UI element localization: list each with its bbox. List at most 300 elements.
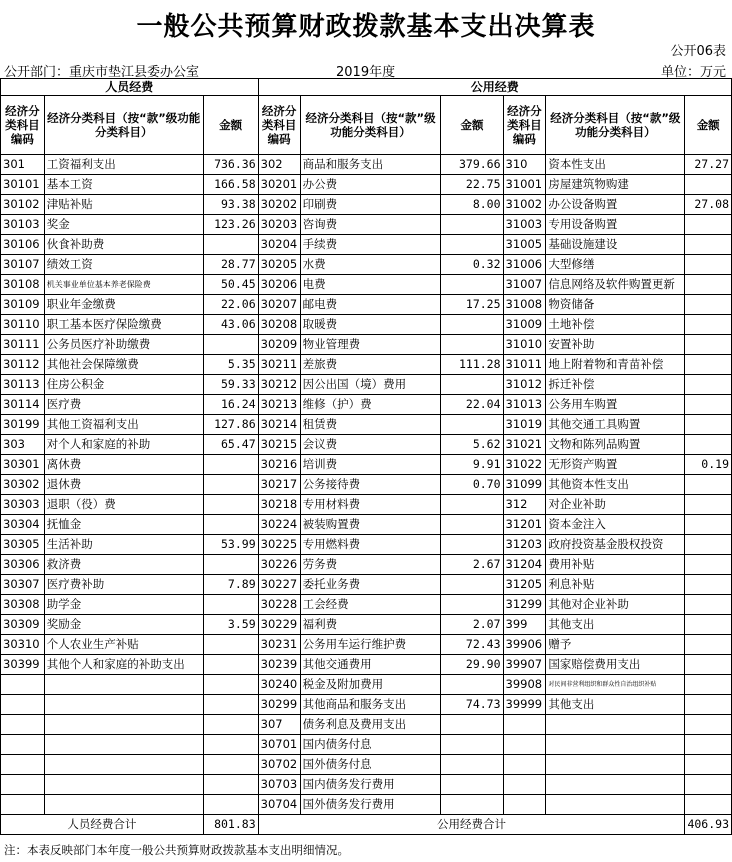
code-header: 经济分类科目编码 — [503, 96, 546, 155]
cell-item-name: 劳务费 — [300, 555, 441, 575]
cell-amount: 5.35 — [203, 355, 258, 375]
cell-code: 31001 — [503, 175, 546, 195]
cell-amount: 22.75 — [441, 175, 503, 195]
cell-item-name: 对个人和家庭的补助 — [44, 435, 203, 455]
cell-amount — [685, 555, 732, 575]
cell-amount: 28.77 — [203, 255, 258, 275]
cell-code: 30203 — [258, 215, 300, 235]
cell-item-name: 赠予 — [546, 635, 685, 655]
cell-amount — [441, 215, 503, 235]
table-row — [1, 535, 732, 555]
cell-code — [1, 675, 45, 695]
cell-item-name: 专用燃料费 — [300, 535, 441, 555]
cell-amount — [441, 575, 503, 595]
cell-code: 30209 — [258, 335, 300, 355]
cell-item-name: 租赁费 — [300, 415, 441, 435]
cell-amount — [685, 755, 732, 775]
cell-item-name: 公务用车购置 — [546, 395, 685, 415]
cell-amount — [203, 335, 258, 355]
cell-amount — [685, 175, 732, 195]
footnote: 注：本表反映部门本年度一般公共预算财政拨款基本支出明细情况。 — [4, 843, 349, 857]
table-row — [1, 175, 732, 195]
cell-item-name: 抚恤金 — [44, 515, 203, 535]
cell-item-name: 土地补偿 — [546, 315, 685, 335]
column-header-row — [1, 96, 732, 155]
cell-item-name: 对企业补助 — [546, 495, 685, 515]
cell-code: 30299 — [258, 695, 300, 715]
fiscal-year: 2019年度 — [336, 65, 396, 80]
cell-code: 31022 — [503, 455, 546, 475]
code-header: 经济分类科目编码 — [1, 96, 45, 155]
cell-amount — [441, 335, 503, 355]
cell-amount — [685, 315, 732, 335]
table-row — [1, 215, 732, 235]
cell-item-name — [44, 755, 203, 775]
cell-amount: 72.43 — [441, 635, 503, 655]
cell-amount — [685, 215, 732, 235]
cell-code — [1, 715, 45, 735]
cell-item-name: 安置补助 — [546, 335, 685, 355]
cell-code: 312 — [503, 495, 546, 515]
cell-code: 30226 — [258, 555, 300, 575]
expenditure-table — [0, 78, 732, 835]
cell-code: 30240 — [258, 675, 300, 695]
cell-item-name: 对民间非营利组织和群众性自治组织补贴 — [546, 675, 685, 695]
cell-code: 31299 — [503, 595, 546, 615]
cell-code: 30212 — [258, 375, 300, 395]
form-number: 公开06表 — [670, 44, 726, 59]
cell-item-name: 文物和陈列品购置 — [546, 435, 685, 455]
cell-amount — [203, 675, 258, 695]
cell-item-name — [44, 735, 203, 755]
cell-amount — [441, 675, 503, 695]
cell-item-name: 专用材料费 — [300, 495, 441, 515]
cell-item-name — [546, 735, 685, 755]
cell-code: 30218 — [258, 495, 300, 515]
cell-code — [1, 795, 45, 815]
cell-code: 302 — [258, 155, 300, 175]
cell-amount — [685, 735, 732, 755]
cell-code: 30217 — [258, 475, 300, 495]
cell-code: 30205 — [258, 255, 300, 275]
cell-item-name: 职业年金缴费 — [44, 295, 203, 315]
table-row — [1, 435, 732, 455]
table-row — [1, 255, 732, 275]
cell-code: 30231 — [258, 635, 300, 655]
cell-amount — [441, 315, 503, 335]
personnel-total-value: 801.83 — [203, 815, 258, 835]
cell-code: 31002 — [503, 195, 546, 215]
cell-item-name: 福利费 — [300, 615, 441, 635]
cell-amount: 166.58 — [203, 175, 258, 195]
cell-amount — [685, 695, 732, 715]
cell-code: 31011 — [503, 355, 546, 375]
cell-code: 30307 — [1, 575, 45, 595]
cell-amount — [203, 735, 258, 755]
cell-item-name: 其他支出 — [546, 615, 685, 635]
cell-amount — [685, 375, 732, 395]
cell-code: 399 — [503, 615, 546, 635]
cell-item-name: 退休费 — [44, 475, 203, 495]
cell-amount — [203, 715, 258, 735]
cell-amount: 53.99 — [203, 535, 258, 555]
cell-code: 31013 — [503, 395, 546, 415]
cell-code — [1, 775, 45, 795]
cell-code: 30301 — [1, 455, 45, 475]
cell-code: 31012 — [503, 375, 546, 395]
cell-amount: 59.33 — [203, 375, 258, 395]
cell-item-name: 国内债务发行费用 — [300, 775, 441, 795]
cell-item-name: 资本性支出 — [546, 155, 685, 175]
table-row — [1, 415, 732, 435]
table-row — [1, 755, 732, 775]
cell-item-name — [44, 775, 203, 795]
table-row — [1, 155, 732, 175]
cell-amount — [685, 595, 732, 615]
table-row — [1, 375, 732, 395]
cell-item-name: 资本金注入 — [546, 515, 685, 535]
cell-amount — [441, 795, 503, 815]
cell-amount: 16.24 — [203, 395, 258, 415]
table-row — [1, 515, 732, 535]
cell-code: 30204 — [258, 235, 300, 255]
cell-code — [503, 775, 546, 795]
cell-amount — [441, 755, 503, 775]
cell-item-name: 费用补贴 — [546, 555, 685, 575]
cell-code: 30227 — [258, 575, 300, 595]
cell-item-name — [44, 795, 203, 815]
cell-code: 310 — [503, 155, 546, 175]
cell-item-name: 专用设备购置 — [546, 215, 685, 235]
cell-amount — [685, 795, 732, 815]
table-row — [1, 475, 732, 495]
cell-item-name: 债务利息及费用支出 — [300, 715, 441, 735]
cell-code — [1, 755, 45, 775]
cell-amount — [441, 735, 503, 755]
totals-row — [1, 815, 732, 835]
cell-code: 30703 — [258, 775, 300, 795]
cell-item-name: 电费 — [300, 275, 441, 295]
cell-amount: 65.47 — [203, 435, 258, 455]
cell-code: 31008 — [503, 295, 546, 315]
cell-code — [503, 735, 546, 755]
cell-item-name: 国外债务发行费用 — [300, 795, 441, 815]
cell-amount — [203, 475, 258, 495]
cell-code: 30211 — [258, 355, 300, 375]
cell-amount — [685, 255, 732, 275]
cell-item-name: 其他支出 — [546, 695, 685, 715]
cell-code: 30201 — [258, 175, 300, 195]
cell-amount — [203, 635, 258, 655]
cell-item-name: 公务接待费 — [300, 475, 441, 495]
cell-amount: 3.59 — [203, 615, 258, 635]
table-row — [1, 295, 732, 315]
table-row — [1, 335, 732, 355]
cell-amount: 29.90 — [441, 655, 503, 675]
cell-item-name: 离休费 — [44, 455, 203, 475]
cell-item-name: 退职（役）费 — [44, 495, 203, 515]
amount-header: 金额 — [203, 96, 258, 155]
cell-amount: 9.91 — [441, 455, 503, 475]
cell-amount: 7.89 — [203, 575, 258, 595]
cell-item-name: 办公设备购置 — [546, 195, 685, 215]
cell-amount — [685, 335, 732, 355]
cell-item-name: 其他对企业补助 — [546, 595, 685, 615]
cell-code: 30215 — [258, 435, 300, 455]
cell-code: 307 — [258, 715, 300, 735]
cell-amount: 0.32 — [441, 255, 503, 275]
cell-amount — [441, 775, 503, 795]
cell-amount — [685, 715, 732, 735]
cell-code: 30202 — [258, 195, 300, 215]
cell-amount: 22.04 — [441, 395, 503, 415]
cell-code: 30102 — [1, 195, 45, 215]
cell-code: 31009 — [503, 315, 546, 335]
cell-code: 31003 — [503, 215, 546, 235]
group-header-row — [1, 79, 732, 96]
table-row — [1, 775, 732, 795]
cell-item-name: 基本工资 — [44, 175, 203, 195]
cell-item-name: 机关事业单位基本养老保险费 — [44, 275, 203, 295]
cell-amount: 22.06 — [203, 295, 258, 315]
cell-item-name: 拆迁补偿 — [546, 375, 685, 395]
cell-item-name: 其他个人和家庭的补助支出 — [44, 655, 203, 675]
cell-code: 30101 — [1, 175, 45, 195]
code-header: 经济分类科目编码 — [258, 96, 300, 155]
table-row — [1, 555, 732, 575]
cell-code: 30110 — [1, 315, 45, 335]
cell-code: 303 — [1, 435, 45, 455]
table-row — [1, 575, 732, 595]
cell-item-name: 房屋建筑物购建 — [546, 175, 685, 195]
cell-item-name: 公务用车运行维护费 — [300, 635, 441, 655]
amount-header: 金额 — [441, 96, 503, 155]
cell-item-name: 委托业务费 — [300, 575, 441, 595]
cell-item-name: 国内债务付息 — [300, 735, 441, 755]
cell-code: 30213 — [258, 395, 300, 415]
cell-code: 30199 — [1, 415, 45, 435]
cell-item-name — [44, 695, 203, 715]
cell-item-name: 手续费 — [300, 235, 441, 255]
cell-item-name: 职工基本医疗保险缴费 — [44, 315, 203, 335]
cell-amount — [441, 715, 503, 735]
department-label: 公开部门：重庆市垫江县委办公室 — [4, 65, 200, 80]
cell-amount — [685, 435, 732, 455]
cell-item-name: 会议费 — [300, 435, 441, 455]
cell-code: 31201 — [503, 515, 546, 535]
public-total-label: 公用经费合计 — [258, 815, 685, 835]
cell-amount — [685, 395, 732, 415]
table-row — [1, 795, 732, 815]
cell-item-name: 利息补贴 — [546, 575, 685, 595]
cell-code: 31007 — [503, 275, 546, 295]
cell-amount — [203, 655, 258, 675]
cell-item-name: 商品和服务支出 — [300, 155, 441, 175]
cell-code: 30239 — [258, 655, 300, 675]
table-row — [1, 235, 732, 255]
cell-item-name — [546, 715, 685, 735]
table-row — [1, 455, 732, 475]
cell-item-name: 伙食补助费 — [44, 235, 203, 255]
cell-amount — [685, 295, 732, 315]
cell-code — [503, 755, 546, 775]
cell-amount — [203, 695, 258, 715]
cell-code: 30224 — [258, 515, 300, 535]
cell-code: 30206 — [258, 275, 300, 295]
cell-code — [1, 735, 45, 755]
table-row — [1, 595, 732, 615]
cell-code: 30214 — [258, 415, 300, 435]
cell-item-name — [546, 795, 685, 815]
cell-code: 31021 — [503, 435, 546, 455]
table-row — [1, 615, 732, 635]
cell-code: 30399 — [1, 655, 45, 675]
cell-amount: 2.07 — [441, 615, 503, 635]
cell-item-name: 其他交通工具购置 — [546, 415, 685, 435]
cell-code: 30309 — [1, 615, 45, 635]
cell-amount — [441, 375, 503, 395]
cell-amount — [441, 595, 503, 615]
name-header: 经济分类科目（按“款”级功能分类科目） — [300, 96, 441, 155]
cell-amount — [203, 515, 258, 535]
cell-amount: 0.19 — [685, 455, 732, 475]
cell-amount — [685, 655, 732, 675]
cell-amount: 736.36 — [203, 155, 258, 175]
cell-code: 30310 — [1, 635, 45, 655]
cell-item-name: 因公出国（境）费用 — [300, 375, 441, 395]
cell-amount: 5.62 — [441, 435, 503, 455]
cell-amount: 27.08 — [685, 195, 732, 215]
personnel-group-header: 人员经费 — [1, 79, 259, 96]
personnel-total-label: 人员经费合计 — [1, 815, 204, 835]
cell-code: 30107 — [1, 255, 45, 275]
cell-item-name: 培训费 — [300, 455, 441, 475]
cell-code: 30225 — [258, 535, 300, 555]
cell-code: 30112 — [1, 355, 45, 375]
cell-amount — [441, 495, 503, 515]
cell-code: 31204 — [503, 555, 546, 575]
name-header: 经济分类科目（按“款”级功能分类科目） — [546, 96, 685, 155]
cell-amount — [203, 495, 258, 515]
cell-amount — [685, 275, 732, 295]
cell-code: 39907 — [503, 655, 546, 675]
cell-item-name: 奖金 — [44, 215, 203, 235]
cell-amount — [441, 515, 503, 535]
cell-code: 30109 — [1, 295, 45, 315]
cell-item-name: 国家赔偿费用支出 — [546, 655, 685, 675]
table-row — [1, 275, 732, 295]
cell-amount — [203, 555, 258, 575]
cell-item-name: 取暖费 — [300, 315, 441, 335]
cell-code: 30308 — [1, 595, 45, 615]
cell-code: 301 — [1, 155, 45, 175]
cell-item-name: 水费 — [300, 255, 441, 275]
cell-item-name: 差旅费 — [300, 355, 441, 375]
cell-amount — [441, 415, 503, 435]
cell-item-name — [44, 675, 203, 695]
table-row — [1, 695, 732, 715]
cell-code: 30207 — [258, 295, 300, 315]
cell-item-name: 其他工资福利支出 — [44, 415, 203, 435]
cell-code — [503, 795, 546, 815]
cell-amount: 111.28 — [441, 355, 503, 375]
cell-item-name: 其他商品和服务支出 — [300, 695, 441, 715]
cell-code: 30103 — [1, 215, 45, 235]
cell-item-name: 被装购置费 — [300, 515, 441, 535]
cell-code: 39906 — [503, 635, 546, 655]
cell-code: 30114 — [1, 395, 45, 415]
cell-item-name: 公务员医疗补助缴费 — [44, 335, 203, 355]
cell-amount: 8.00 — [441, 195, 503, 215]
cell-amount: 123.26 — [203, 215, 258, 235]
table-row — [1, 315, 732, 335]
cell-item-name: 国外债务付息 — [300, 755, 441, 775]
cell-amount: 17.25 — [441, 295, 503, 315]
cell-item-name: 维修（护）费 — [300, 395, 441, 415]
cell-amount — [441, 535, 503, 555]
table-row — [1, 735, 732, 755]
cell-code: 30303 — [1, 495, 45, 515]
cell-item-name: 医疗费补助 — [44, 575, 203, 595]
cell-amount — [685, 675, 732, 695]
cell-item-name: 其他交通费用 — [300, 655, 441, 675]
cell-item-name: 印刷费 — [300, 195, 441, 215]
table-row — [1, 355, 732, 375]
cell-code: 30208 — [258, 315, 300, 335]
cell-code — [1, 695, 45, 715]
cell-code: 39908 — [503, 675, 546, 695]
cell-code: 31006 — [503, 255, 546, 275]
table-row — [1, 715, 732, 735]
cell-code: 31019 — [503, 415, 546, 435]
unit-label: 单位：万元 — [660, 65, 726, 80]
cell-code — [503, 715, 546, 735]
cell-item-name: 个人农业生产补贴 — [44, 635, 203, 655]
cell-amount — [441, 235, 503, 255]
cell-code: 30106 — [1, 235, 45, 255]
cell-item-name: 基础设施建设 — [546, 235, 685, 255]
cell-amount — [203, 795, 258, 815]
cell-code: 30108 — [1, 275, 45, 295]
cell-amount: 50.45 — [203, 275, 258, 295]
cell-code: 30216 — [258, 455, 300, 475]
cell-amount — [685, 475, 732, 495]
cell-item-name: 绩效工资 — [44, 255, 203, 275]
cell-item-name: 地上附着物和青苗补偿 — [546, 355, 685, 375]
cell-item-name — [546, 755, 685, 775]
cell-amount — [685, 355, 732, 375]
cell-item-name: 咨询费 — [300, 215, 441, 235]
cell-amount — [203, 235, 258, 255]
cell-amount — [685, 775, 732, 795]
table-row — [1, 495, 732, 515]
cell-amount — [203, 455, 258, 475]
cell-code: 30304 — [1, 515, 45, 535]
name-header: 经济分类科目（按“款”级功能分类科目） — [44, 96, 203, 155]
cell-amount — [685, 515, 732, 535]
cell-item-name: 邮电费 — [300, 295, 441, 315]
cell-amount — [203, 755, 258, 775]
cell-amount — [685, 235, 732, 255]
cell-code: 30702 — [258, 755, 300, 775]
cell-amount: 0.70 — [441, 475, 503, 495]
table-row — [1, 395, 732, 415]
cell-item-name: 工会经费 — [300, 595, 441, 615]
cell-item-name: 生活补助 — [44, 535, 203, 555]
cell-code: 30305 — [1, 535, 45, 555]
cell-amount — [685, 415, 732, 435]
cell-code: 31205 — [503, 575, 546, 595]
